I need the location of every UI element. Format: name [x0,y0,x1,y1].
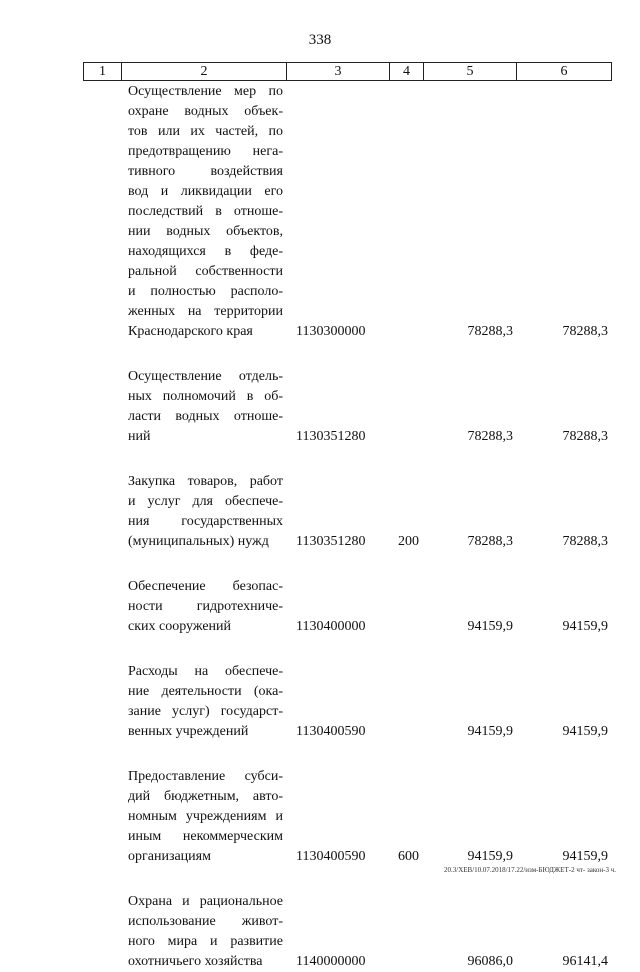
row-name-line: ласти водных отноше- [128,409,283,424]
row-name-line: Охрана и рациональное [128,894,283,909]
row-name-line: Осуществление отдель- [128,369,283,384]
row-name-line: организациям [128,849,211,864]
row-name-line: и услуг для обеспече- [128,494,283,509]
row-name [128,82,283,342]
row-value-col5: 94159,9 [467,849,513,864]
row-name-line: последствий в отноше- [128,204,283,219]
row-name-line: иным некоммерческим [128,829,283,844]
row-name-line: венных учреждений [128,724,249,739]
row-value-col5: 78288,3 [467,324,513,339]
header-col-1: 1 [84,63,122,80]
header-col-6: 6 [560,64,568,79]
row-name-line: ральной собственности [128,264,283,279]
row-name-line: Осуществление мер по [128,84,283,99]
row-value-col5: 78288,3 [467,429,513,444]
row-code: 1140000000 [296,954,366,969]
row-value-col5: 94159,9 [467,619,513,634]
row-name-line: ных полномочий в об- [128,389,283,404]
row-code: 1130400590 [296,849,366,864]
row-name-line: использование живот- [128,914,283,929]
header-col-5: 5 [424,63,517,80]
row-name [128,367,283,447]
row-name-line: Закупка товаров, работ [128,474,283,489]
row-name-line: охотничьего хозяйства [128,954,263,969]
row-name-line: находящихся в феде- [128,244,283,259]
row-name-line: ских сооружений [128,619,232,634]
row-name-line: женных на территории [128,304,283,319]
page-number: 338 [308,32,332,48]
row-code: 1130400590 [296,724,366,739]
row-name-line: Обеспечение безопас- [128,579,283,594]
row-name-line: номным учреждениям и [128,809,283,824]
row-code: 1130351280 [296,429,366,444]
row-name-line: предотвращению нега- [128,144,283,159]
row-name-line: тивного воздействия [128,164,283,179]
row-name [128,577,283,637]
header-col-2: 2 [122,63,287,80]
row-name-line: Краснодарского края [128,324,253,339]
row-name-line: ния государственных [128,514,283,529]
row-name-line: зание услуг) государст- [128,704,283,719]
footer-stamp: 20.3/XEB/10.07.2018/17.22/изм-БЮДЖЕТ-2 чт- закон-3 ч. [444,866,616,874]
header-col-3: 3 [287,63,390,80]
row-name [128,892,283,972]
row-value-col6: 94159,9 [562,724,608,739]
row-value-col6: 94159,9 [562,849,608,864]
row-value-col6: 96141,4 [562,954,608,969]
row-name-line: ного мира и развитие [128,934,283,949]
row-code: 1130351280 [296,534,366,549]
row-name-line: тов или их частей, по [128,124,283,139]
row-name-line: ние деятельности (ока- [128,684,283,699]
row-name [128,472,283,552]
row-name-line: вод и ликвидации его [128,184,283,199]
row-value-col6: 78288,3 [562,429,608,444]
row-name [128,767,283,867]
table-header [83,62,612,81]
row-value-col6: 78288,3 [562,324,608,339]
row-name-line: ний [128,429,151,444]
row-vr: 600 [398,849,419,864]
row-name-line: охране водных объек- [128,104,283,119]
row-value-col5: 78288,3 [467,534,513,549]
row-name [128,662,283,742]
row-value-col5: 96086,0 [467,954,513,969]
row-value-col6: 78288,3 [562,534,608,549]
header-col-4: 4 [390,63,424,80]
row-name-line: Предоставление субси- [128,769,283,784]
row-name-line: (муниципальных) нужд [128,534,269,549]
row-vr: 200 [398,534,419,549]
row-name-line: ности гидротехниче- [128,599,283,614]
row-code: 1130400000 [296,619,366,634]
row-name-line: нии водных объектов, [128,224,283,239]
row-value-col6: 94159,9 [562,619,608,634]
row-name-line: дий бюджетным, авто- [128,789,283,804]
row-name-line: и полностью располо- [128,284,283,299]
row-code: 1130300000 [296,324,366,339]
row-value-col5: 94159,9 [467,724,513,739]
row-name-line: Расходы на обеспече- [128,664,283,679]
